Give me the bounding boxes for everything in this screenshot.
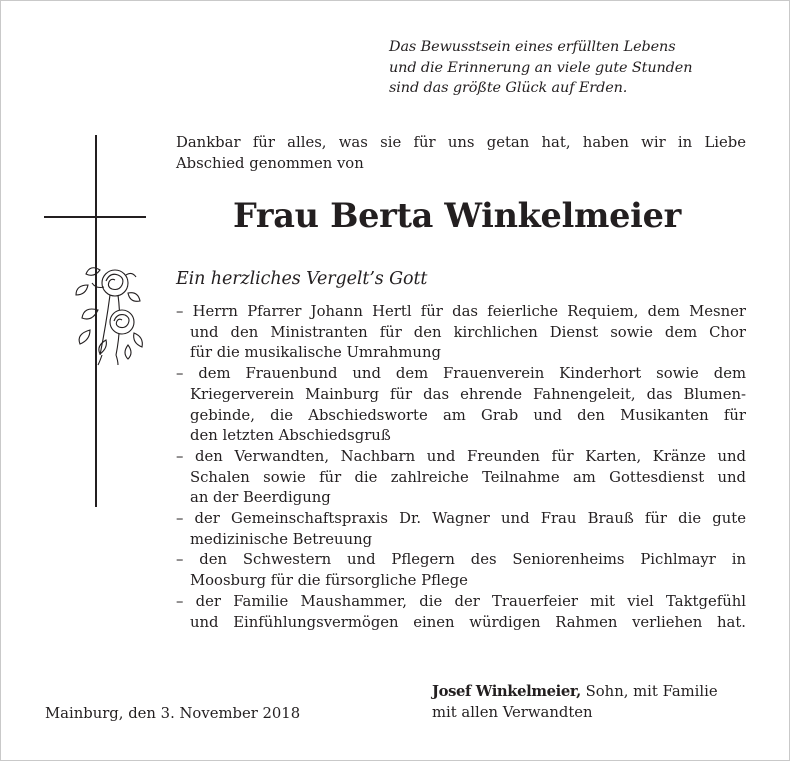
thanks-item — [176, 364, 746, 447]
roses-icon — [76, 268, 142, 365]
motto-line: sind das größte Glück auf Erden. — [389, 80, 628, 96]
thanks-line: Kriegerverein Mainburg für das ehrende Fahnengeleit, das Blumen- — [190, 385, 746, 403]
deceased-name: Frau Berta Winkelmeier — [233, 196, 681, 235]
signature-block — [432, 682, 718, 723]
thanks-line: Moosburg für die fürsorgliche Pflege — [190, 572, 468, 590]
thanks-line: – dem Frauenbund und dem Frauenverein Kinderhort sowie dem — [176, 365, 746, 383]
thanks-line: Schalen sowie für die zahlreiche Teilnahme am Gottesdienst und — [190, 468, 746, 486]
thanks-line: – der Familie Maushammer, die der Trauerfeier mit viel Taktgefühl — [176, 592, 746, 610]
signature-relation: Sohn, mit Familie — [580, 683, 718, 700]
place-date: Mainburg, den 3. November 2018 — [45, 705, 301, 722]
thanks-line: und den Ministranten für den kirchlichen Dienst sowie dem Chor — [190, 323, 746, 341]
signature-name: Josef Winkelmeier, — [432, 683, 581, 700]
thanks-line: – der Gemeinschaftspraxis Dr. Wagner und Frau Brauß für die gute — [176, 510, 746, 528]
thanks-line: für die musikalische Umrahmung — [190, 344, 441, 362]
signature-line — [432, 682, 718, 703]
thanks-item — [176, 592, 746, 633]
motto-line: und die Erinnerung an viele gute Stunden — [389, 59, 693, 76]
thanks-line: medizinische Betreuung — [190, 530, 373, 548]
thanks-item — [176, 509, 746, 550]
motto-verse — [389, 37, 779, 99]
thanks-item — [176, 447, 746, 509]
intro-line: Abschied genommen von — [176, 154, 364, 172]
motto-line: Das Bewusstsein eines erfüllten Lebens — [389, 39, 676, 55]
thanks-line: – den Verwandten, Nachbarn und Freunden für Karten, Kränze und — [176, 447, 746, 465]
thanks-line: an der Beerdigung — [190, 489, 331, 507]
thanks-line: – Herrn Pfarrer Johann Hertl für das feierliche Requiem, dem Mesner — [176, 303, 746, 320]
intro-line: Dankbar für alles, was sie für uns getan hat, haben wir in Liebe — [176, 134, 746, 151]
thanks-item — [176, 550, 746, 591]
thanks-list — [176, 302, 746, 633]
intro-text — [176, 133, 746, 174]
signature-line2: mit allen Verwandten — [432, 703, 593, 721]
thanks-line: gebinde, die Abschiedsworte am Grab und den Musikanten für — [190, 406, 746, 424]
thanks-line: den letzten Abschiedsgruß — [190, 427, 391, 445]
thanks-line: – den Schwestern und Pflegern des Seniorenheims Pichlmayr in — [176, 551, 746, 569]
thanks-line: und Einfühlungsvermögen einen würdigen Rahmen verliehen hat. — [190, 613, 746, 631]
thanks-title: Ein herzliches Vergelt’s Gott — [176, 269, 428, 289]
cross-icon — [40, 135, 160, 515]
thanks-item — [176, 302, 746, 364]
